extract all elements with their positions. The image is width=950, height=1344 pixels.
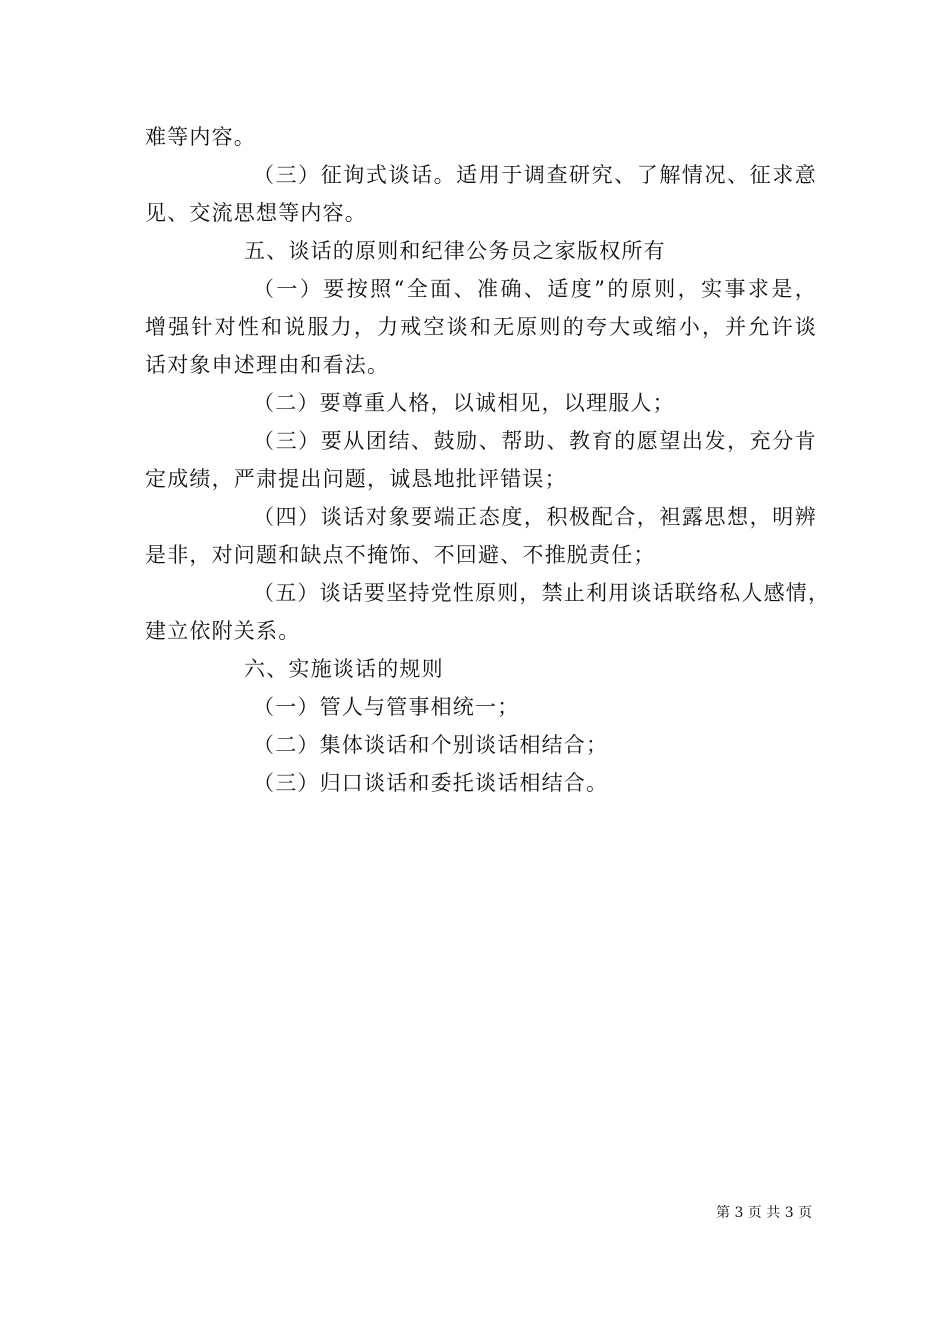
section-heading: 五、谈话的原则和纪律公务员之家版权所有 [244, 239, 666, 263]
paragraph-line: （三）要从团结、鼓励、帮助、教育的愿望出发，充分肯 [253, 429, 817, 453]
paragraph-line: （三）归口谈话和委托谈话相结合。 [253, 771, 609, 795]
paragraph-line: （二）集体谈话和个别谈话相结合； [253, 733, 609, 757]
paragraph-line: （一）要按照“全面、准确、适度”的原则，实事求是， [253, 277, 817, 301]
paragraph-line: 话对象申述理由和看法。 [145, 353, 390, 377]
paragraph-line: （三）征询式谈话。适用于调查研究、了解情况、征求意 [253, 163, 817, 187]
paragraph-line: 难等内容。 [145, 125, 256, 149]
paragraph-line: （四）谈话对象要端正态度，积极配合，袒露思想，明辨 [253, 505, 817, 529]
paragraph-line: （二）要尊重人格，以诚相见，以理服人； [253, 391, 675, 415]
paragraph-line: （五）谈话要坚持党性原则，禁止利用谈话联络私人感情， [253, 581, 831, 605]
paragraph-line: （一）管人与管事相统一； [253, 695, 520, 719]
paragraph-line: 增强针对性和说服力，力戒空谈和无原则的夸大或缩小，并允许谈 [145, 315, 817, 339]
paragraph-line: 建立依附关系。 [145, 619, 301, 643]
page-number-footer: 第 3 页 共 3 页 [716, 1205, 813, 1221]
paragraph-line: 见、交流思想等内容。 [145, 201, 367, 225]
paragraph-line: 定成绩，严肃提出问题，诚恳地批评错误； [145, 467, 567, 491]
section-heading: 六、实施谈话的规则 [244, 657, 444, 681]
paragraph-line: 是非，对问题和缺点不掩饰、不回避、不推脱责任； [145, 543, 656, 567]
